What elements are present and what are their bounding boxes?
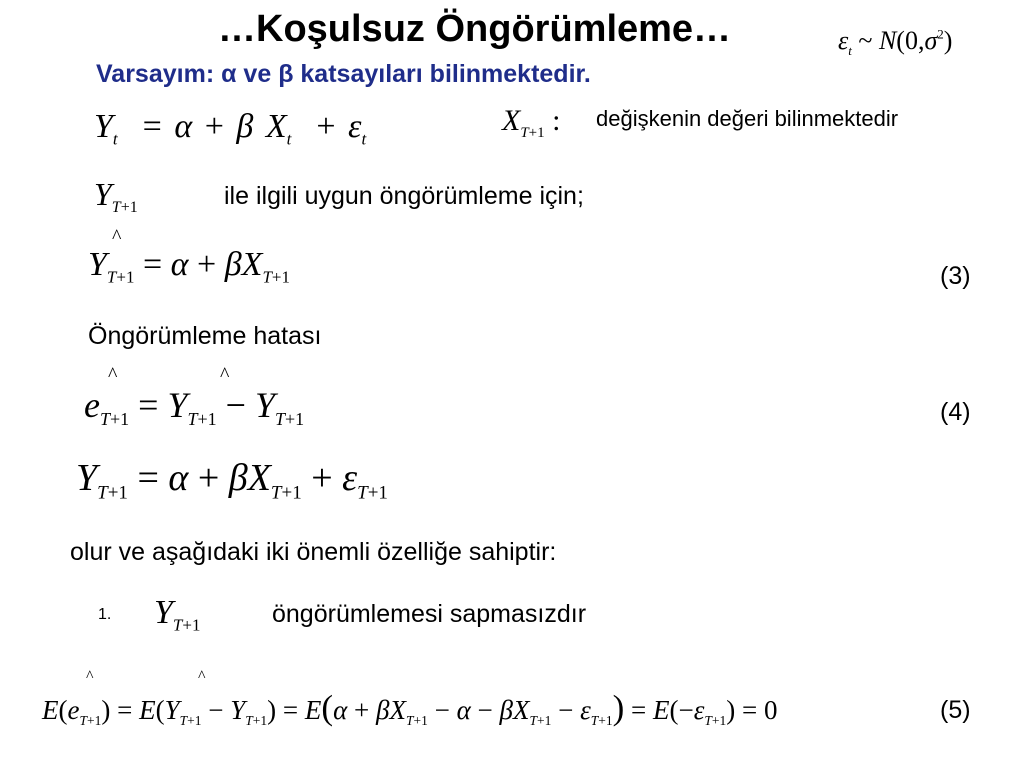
equation-number-4: (4) — [940, 398, 971, 426]
assumption-suffix: katsayıları bilinmektedir. — [300, 60, 591, 88]
model-equation: $Y_t = \alpha + \beta$ $X_t + \varepsilon_t$ — [94, 108, 367, 149]
error-distribution-formula: $\varepsilon_t$ ~ $N(0,\sigma^2)$ — [838, 26, 953, 58]
equation-number-5: (5) — [940, 696, 971, 724]
assumption-and: ve — [243, 60, 272, 88]
hat-mark: ^ — [112, 226, 122, 248]
hat-mark: ^ — [86, 668, 94, 685]
list-y-symbol: $Y_{T+1}$ — [154, 594, 201, 635]
forecast-equation: $Y_{T+1} = \alpha + \beta X_{T+1}$ — [88, 246, 290, 287]
hat-mark: ^ — [220, 364, 230, 386]
properties-text: olur ve aşağıdaki iki önemli özelliğe sahiptir: — [70, 538, 557, 566]
unbiasedness-equation: $E(e_{T+1}) = E(Y_{T+1} - Y_{T+1}) = E(\alpha + \beta X_{T+1} - \alpha - \beta X_{T+1} - \varepsilon_{T+1}) = E(-\varepsilon_{T+1}) = 0$ — [42, 688, 778, 729]
hat-mark: ^ — [108, 364, 118, 386]
beta-symbol: β — [278, 60, 294, 88]
forecast-text: ile ilgili uygun öngörümleme için; — [224, 182, 584, 210]
x-known-text: değişkenin değeri bilinmektedir — [596, 106, 899, 131]
x-next-symbol: $X_{T+1}$ : — [502, 104, 561, 141]
y-next-symbol: $Y_{T+1}$ — [94, 176, 138, 217]
hat-mark: ^ — [198, 668, 206, 685]
assumption-prefix: Varsayım: — [96, 60, 215, 88]
list-number: 1. — [98, 606, 112, 623]
alpha-symbol: α — [221, 60, 237, 88]
actual-value-equation: $Y_{T+1} = \alpha + \beta X_{T+1} + \varepsilon_{T+1}$ — [76, 457, 388, 504]
assumption-line — [96, 60, 591, 89]
equation-number-3: (3) — [940, 262, 971, 290]
forecast-error-equation: $e_{T+1} = Y_{T+1} - Y_{T+1}$ — [84, 385, 305, 430]
slide-title: …Koşulsuz Öngörümleme… — [218, 8, 732, 50]
list-item-text: öngörümlemesi sapmasızdır — [272, 600, 587, 628]
forecast-error-label: Öngörümleme hatası — [88, 322, 322, 350]
